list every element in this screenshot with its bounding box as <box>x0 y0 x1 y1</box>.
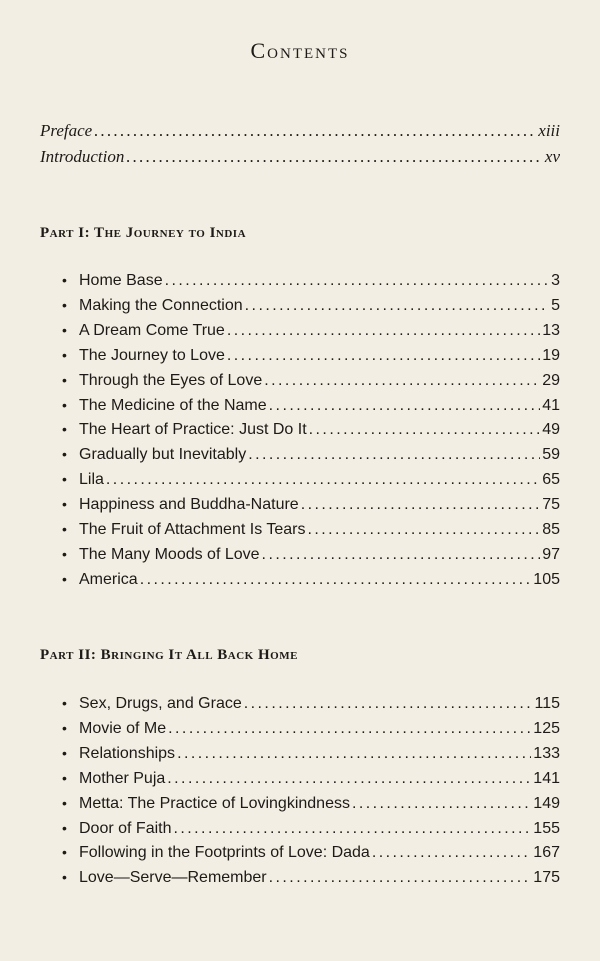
entry-page: 75 <box>542 496 560 514</box>
leader-dots <box>165 273 550 289</box>
leader-dots <box>307 522 540 538</box>
toc-entry <box>62 696 560 712</box>
entry-page: 167 <box>533 844 560 862</box>
leader-dots <box>301 497 541 513</box>
toc-entry-preface <box>40 122 560 139</box>
toc-entry <box>62 522 560 538</box>
bullet-icon: • <box>62 695 67 711</box>
leader-dots <box>269 870 532 886</box>
entry-label: America <box>79 570 138 588</box>
entry-page: 175 <box>533 869 560 887</box>
entry-label: Door of Faith <box>79 819 172 837</box>
toc-entry <box>62 845 560 861</box>
leader-dots <box>94 122 536 139</box>
leader-dots <box>264 373 540 389</box>
entry-label: Lila <box>79 471 104 489</box>
entry-label: Home Base <box>79 272 163 289</box>
entry-label: Happiness and Buddha-Nature <box>79 496 299 514</box>
entry-label: The Fruit of Attachment Is Tears <box>79 521 306 538</box>
leader-dots <box>262 547 541 563</box>
leader-dots <box>248 447 540 463</box>
entry-page: 141 <box>533 769 560 787</box>
toc-entry <box>62 870 560 886</box>
entry-label: Making the Connection <box>79 296 243 314</box>
toc-entry <box>62 497 560 513</box>
entry-label: The Heart of Practice: Just Do It <box>79 421 307 439</box>
leader-dots <box>173 821 531 837</box>
entry-label: Relationships <box>79 744 176 762</box>
entry-page: 65 <box>542 471 560 489</box>
entry-page: 49 <box>542 421 560 439</box>
bullet-icon: • <box>62 496 67 513</box>
toc-entry <box>62 398 560 414</box>
leader-dots <box>140 572 532 588</box>
entry-page: 125 <box>533 719 560 737</box>
entry-page: 19 <box>542 346 560 364</box>
leader-dots <box>227 348 540 364</box>
entry-label: Following in the Footprints of Love: Dada <box>79 844 370 862</box>
bullet-icon: • <box>62 371 67 388</box>
toc-entry <box>62 422 560 438</box>
entry-page: xiii <box>538 121 560 140</box>
bullet-icon: • <box>62 819 67 836</box>
entry-label: The Journey to Love <box>79 346 225 364</box>
entry-label: Sex, Drugs, and Grace <box>79 695 242 712</box>
entry-page: 59 <box>542 446 560 464</box>
entry-page: 13 <box>542 321 560 339</box>
entry-label: Introduction <box>40 147 125 166</box>
entry-page: 97 <box>542 545 560 563</box>
entry-page: 115 <box>534 695 560 712</box>
toc-entry-introduction <box>40 148 560 165</box>
entry-page: xv <box>544 147 560 166</box>
toc-entry <box>62 821 560 837</box>
toc-entry <box>62 373 560 389</box>
leader-dots <box>352 796 531 812</box>
toc-entry <box>62 796 560 812</box>
bullet-icon: • <box>62 321 67 338</box>
entry-page: 5 <box>551 296 560 314</box>
entry-label: The Many Moods of Love <box>79 545 260 563</box>
bullet-icon: • <box>62 446 67 463</box>
entry-page: 3 <box>551 272 560 289</box>
bullet-icon: • <box>62 844 67 861</box>
entry-label: Love—Serve—Remember <box>79 869 267 887</box>
entry-page: 155 <box>533 819 560 837</box>
bullet-icon: • <box>62 346 67 363</box>
bullet-icon: • <box>62 869 67 886</box>
entry-page: 105 <box>533 570 560 588</box>
toc-entry <box>62 298 560 314</box>
entry-label: A Dream Come True <box>79 321 225 339</box>
bullet-icon: • <box>62 545 67 562</box>
bullet-icon: • <box>62 769 67 786</box>
bullet-icon: • <box>62 521 67 537</box>
entry-label: Gradually but Inevitably <box>79 446 247 464</box>
toc-entry <box>62 572 560 588</box>
leader-dots <box>177 746 531 762</box>
toc-entry <box>62 771 560 787</box>
part-heading-1: Part I: The Journey to India <box>40 225 247 241</box>
entry-label: Metta: The Practice of Lovingkindness <box>79 794 350 812</box>
entry-label: Movie of Me <box>79 719 167 737</box>
entry-label: The Medicine of the Name <box>79 396 267 414</box>
leader-dots <box>168 721 531 737</box>
entry-page: 29 <box>542 371 560 389</box>
bullet-icon: • <box>62 719 67 736</box>
leader-dots <box>245 298 549 314</box>
toc-entry <box>62 273 560 289</box>
page-title: Contents <box>250 38 350 63</box>
bullet-icon: • <box>62 421 67 438</box>
toc-entry <box>62 348 560 364</box>
leader-dots <box>106 472 540 488</box>
toc-entry <box>62 547 560 563</box>
bullet-icon: • <box>62 570 67 587</box>
bullet-icon: • <box>62 744 67 761</box>
leader-dots <box>126 148 543 165</box>
part-heading-2: Part II: Bringing It All Back Home <box>40 647 298 663</box>
toc-entry <box>62 746 560 762</box>
leader-dots <box>244 696 533 712</box>
bullet-icon: • <box>62 396 67 413</box>
bullet-icon: • <box>62 794 67 811</box>
leader-dots <box>269 398 541 414</box>
entry-label: Mother Puja <box>79 769 166 787</box>
bullet-icon: • <box>62 296 67 313</box>
entry-page: 85 <box>542 521 560 538</box>
toc-entry <box>62 447 560 463</box>
entry-page: 133 <box>533 744 560 762</box>
leader-dots <box>309 422 541 438</box>
entry-label: Preface <box>40 121 93 140</box>
leader-dots <box>167 771 531 787</box>
entry-page: 149 <box>533 794 560 812</box>
leader-dots <box>372 845 531 861</box>
bullet-icon: • <box>62 272 67 288</box>
bullet-icon: • <box>62 471 67 488</box>
toc-entry <box>62 721 560 737</box>
leader-dots <box>227 323 540 339</box>
toc-entry <box>62 323 560 339</box>
entry-page: 41 <box>542 396 560 414</box>
toc-entry <box>62 472 560 488</box>
entry-label: Through the Eyes of Love <box>79 371 263 389</box>
